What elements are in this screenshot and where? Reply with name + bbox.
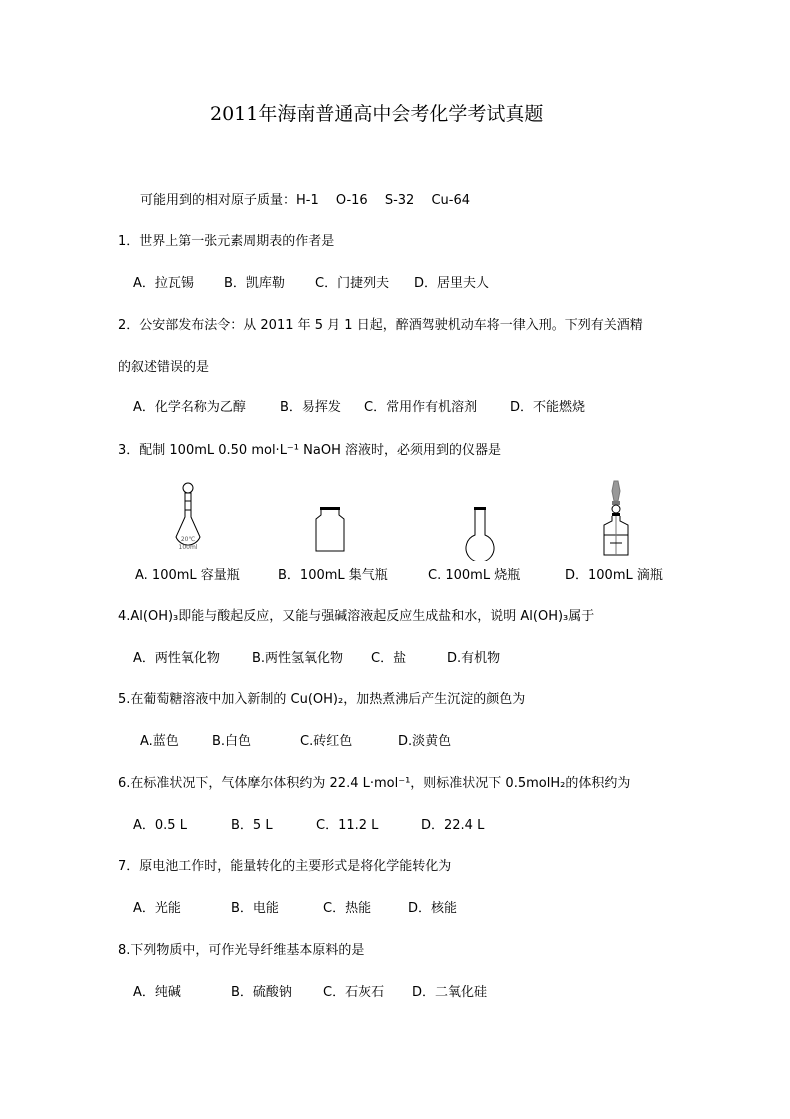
- question-1-option-b: B．凯库勒: [224, 276, 285, 291]
- question-6-option-d: D．22.4 L: [421, 818, 485, 833]
- question-1-stem: 1．世界上第一张元素周期表的作者是: [118, 234, 335, 249]
- question-8-option-b: B．硫酸钠: [231, 985, 292, 1000]
- question-4-stem: 4.Al(OH)₃即能与酸起反应，又能与强碱溶液起反应生成盐和水，说明 Al(OH)₃属于: [118, 609, 595, 624]
- dropper-bottle-image: [598, 479, 634, 561]
- question-7-option-d: D．核能: [408, 901, 458, 916]
- question-6-option-b: B．5 L: [231, 818, 273, 833]
- question-2-option-d: D．不能燃烧: [510, 400, 586, 415]
- question-4-option-a: A．两性氧化物: [133, 651, 220, 666]
- atomic-masses: 可能用到的相对原子质量：H-1 O-16 S-32 Cu-64: [140, 193, 470, 208]
- question-1-option-c: C．门捷列夫: [315, 276, 390, 291]
- question-3-option-b: B．100mL 集气瓶: [278, 568, 388, 583]
- volumetric-flask-image: [168, 482, 208, 557]
- question-5-option-c: C.砖红色: [300, 734, 353, 749]
- question-7-option-a: A．光能: [133, 901, 181, 916]
- question-4-option-b: B.两性氢氧化物: [252, 651, 344, 666]
- question-6-option-a: A．0.5 L: [133, 818, 187, 833]
- question-4-option-c: C．盐: [371, 651, 407, 666]
- question-7-option-c: C．热能: [323, 901, 372, 916]
- question-5-stem: 5.在葡萄糖溶液中加入新制的 Cu(OH)₂，加热煮沸后产生沉淀的颜色为: [118, 692, 526, 707]
- question-1-option-a: A．拉瓦锡: [133, 276, 194, 291]
- question-2-stem: 2．公安部发布法令：从 2011 年 5 月 1 日起，醉酒驾驶机动车将一律入刑。下列有关酒精: [118, 318, 643, 333]
- question-2-option-b: B．易挥发: [280, 400, 341, 415]
- question-3-option-c: C. 100mL 烧瓶: [428, 568, 521, 583]
- question-3-option-d: D．100mL 滴瓶: [565, 568, 663, 583]
- question-6-option-c: C．11.2 L: [316, 818, 379, 833]
- question-6-stem: 6.在标准状况下，气体摩尔体积约为 22.4 L·mol⁻¹，则标准状况下 0.5molH₂的体积约为: [118, 776, 631, 791]
- question-8-option-d: D．二氧化硅: [412, 985, 488, 1000]
- question-2-option-a: A．化学名称为乙醇: [133, 400, 246, 415]
- gas-jar-image: [310, 505, 350, 555]
- question-3-option-a: A. 100mL 容量瓶: [135, 568, 240, 583]
- question-8-stem: 8.下列物质中，可作光导纤维基本原料的是: [118, 943, 365, 958]
- flask-label-temp: 20℃: [180, 536, 196, 543]
- page-title: 2011年海南普通高中会考化学考试真题: [210, 103, 544, 125]
- flask-label-volume: 100ml: [178, 544, 198, 551]
- question-7-option-b: B．电能: [231, 901, 279, 916]
- question-8-option-c: C．石灰石: [323, 985, 385, 1000]
- question-7-stem: 7．原电池工作时，能量转化的主要形式是将化学能转化为: [118, 859, 452, 874]
- question-2-option-c: C．常用作有机溶剂: [364, 400, 478, 415]
- question-5-option-b: B.白色: [212, 734, 252, 749]
- question-4-option-d: D.有机物: [447, 651, 501, 666]
- question-5-option-a: A.蓝色: [140, 734, 179, 749]
- question-5-option-d: D.淡黄色: [398, 734, 452, 749]
- question-2-stem: 的叙述错误的是: [118, 360, 210, 375]
- round-flask-image: [458, 505, 502, 561]
- question-8-option-a: A．纯碱: [133, 985, 181, 1000]
- question-1-option-d: D．居里夫人: [414, 276, 490, 291]
- question-3-stem: 3．配制 100mL 0.50 mol·L⁻¹ NaOH 溶液时，必须用到的仪器是: [118, 443, 501, 458]
